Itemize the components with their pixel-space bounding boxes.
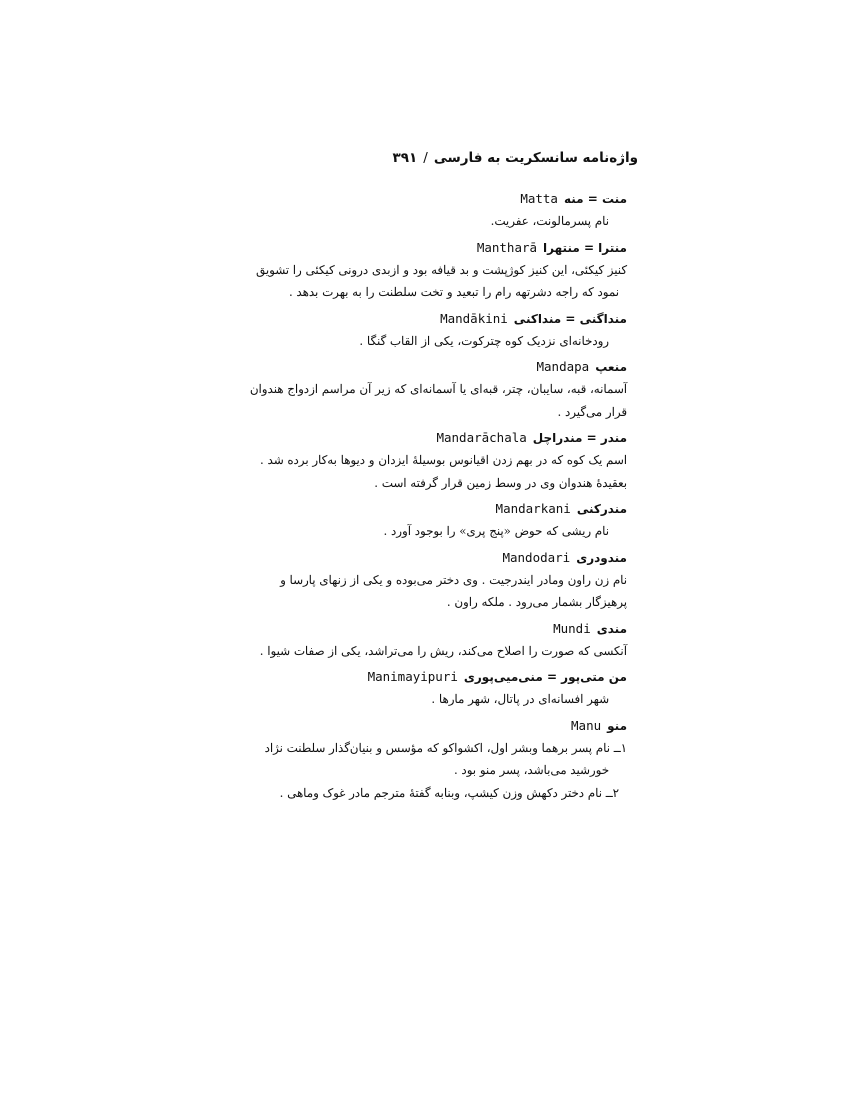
headword-latin: Manimayipuri (367, 669, 458, 684)
entry-manimayipuri (232, 666, 627, 711)
entry-mundi (232, 618, 627, 663)
headword-latin: Manu (571, 717, 602, 733)
headword-persian: منت = منه (563, 192, 627, 206)
entry-mandarkani (232, 498, 627, 543)
definition-line: آنکسی که صورت را اصلاح می‌کند، ریش را می‌تراشد، یکی از صفات شیوا . (259, 643, 627, 658)
headword-latin: Mandapa (536, 359, 590, 374)
entry-head (232, 308, 627, 330)
headword-latin: Mandarāchala (436, 430, 527, 445)
definition-line: نمود که راجه دشرتهه رام را تبعید و تخت سلطنت را به بهرت بدهد . (288, 285, 619, 299)
definition (232, 569, 627, 614)
headword-latin: Mandodari (502, 549, 571, 565)
definition-line: نام زن راون ومادر ایندرجیت . وی دختر می‌بوده و یکی از زنهای پارسا و (280, 572, 627, 587)
definition-line: نام پسرمالونت، عفریت. (490, 214, 609, 228)
definition (232, 640, 627, 663)
headword-latin: Mantharā (476, 239, 538, 255)
definition-line: نام ریشی که حوض «پنج پری» را بوجود آورد . (383, 524, 609, 538)
definition (232, 688, 627, 711)
headword-persian: منو (607, 718, 627, 733)
entry-head (232, 356, 627, 378)
entry-manthara (232, 237, 627, 304)
definition (232, 378, 627, 423)
definition-line: بعقیدهٔ هندوان وی در وسط زمین قرار گرفته است . (374, 475, 627, 490)
entry-head (232, 618, 627, 640)
headword-latin: Mundi (553, 620, 591, 636)
headword-persian: مندر = مندراچل (532, 431, 627, 445)
page-number: ۳۹۱ (392, 150, 418, 166)
definition (232, 520, 627, 543)
definition (232, 259, 627, 304)
definition-line: شهر افسانه‌ای در پاتال، شهر مارها . (431, 692, 609, 706)
running-head (228, 150, 638, 166)
headword-persian: مندرکنی (576, 502, 627, 516)
entry-head (232, 188, 627, 210)
entry-head (232, 427, 627, 449)
headword-latin: Matta (520, 191, 558, 206)
entry-head (232, 547, 627, 569)
headword-persian: منعپ (595, 360, 627, 374)
definition (232, 330, 627, 353)
running-head-title: واژه‌نامه سانسکریت به فارسی (433, 150, 638, 166)
definition-line: کنیز کیکئی، این کنیز کوژپشت و بد قیافه بود و ازبدی درونی کیکئی را تشویق (255, 262, 627, 277)
entry-matta (232, 188, 627, 233)
entry-head (232, 237, 627, 259)
entry-head (232, 666, 627, 688)
headword-persian: مندودری (576, 550, 627, 565)
definition (232, 210, 627, 233)
running-head-separator: / (423, 150, 428, 166)
headword-persian: منداگنی = منداکنی (513, 311, 627, 326)
entry-mandodari (232, 547, 627, 614)
entry-manu (232, 715, 627, 805)
entry-mandarachala (232, 427, 627, 494)
definition-line: خورشید می‌باشد، پسر منو بود . (453, 763, 609, 777)
definition-line: پرهیزگار بشمار می‌رود . ملکه راون . (446, 595, 627, 609)
headword-latin: Mandākini (440, 310, 508, 326)
headword-latin: Mandarkani (495, 501, 571, 516)
definition (232, 737, 627, 805)
entry-mandapa (232, 356, 627, 423)
definition-line: اسم یک کوه که در بهم زدن اقیانوس بوسیلهٔ ایزدان و دیوها به‌کار برده شد . (260, 453, 627, 467)
entry-head (232, 715, 627, 737)
definition (232, 449, 627, 494)
headword-persian: منترا = منتهرا (543, 240, 627, 255)
definition-line: ۱ــ نام پسر برهما وبشر اول، اکشواکو که مؤسس و بنیان‌گذار سلطنت نژاد (264, 740, 627, 755)
headword-persian: مندی (596, 621, 627, 636)
definition-line: قرار می‌گیرد . (557, 404, 627, 419)
entry-mandakini (232, 308, 627, 353)
entry-head (232, 498, 627, 520)
dictionary-entries (232, 188, 627, 804)
headword-persian: من متی‌پور = منی‌میی‌پوری (463, 670, 627, 684)
definition-line: آسمانه، قبه، سایبان، چتر، قبه‌ای یا آسمانه‌ای که زیر آن مراسم ازدواج هندوان (249, 382, 627, 396)
definition-line: ۲ــ نام دختر دکهش وزن کیشپ، وبنابه گفتهٔ مترجم مادر غوک وماهی . (279, 785, 619, 800)
definition-line: رودخانه‌ای نزدیک کوه چترکوت، یکی از القاب گنگا . (359, 333, 609, 348)
